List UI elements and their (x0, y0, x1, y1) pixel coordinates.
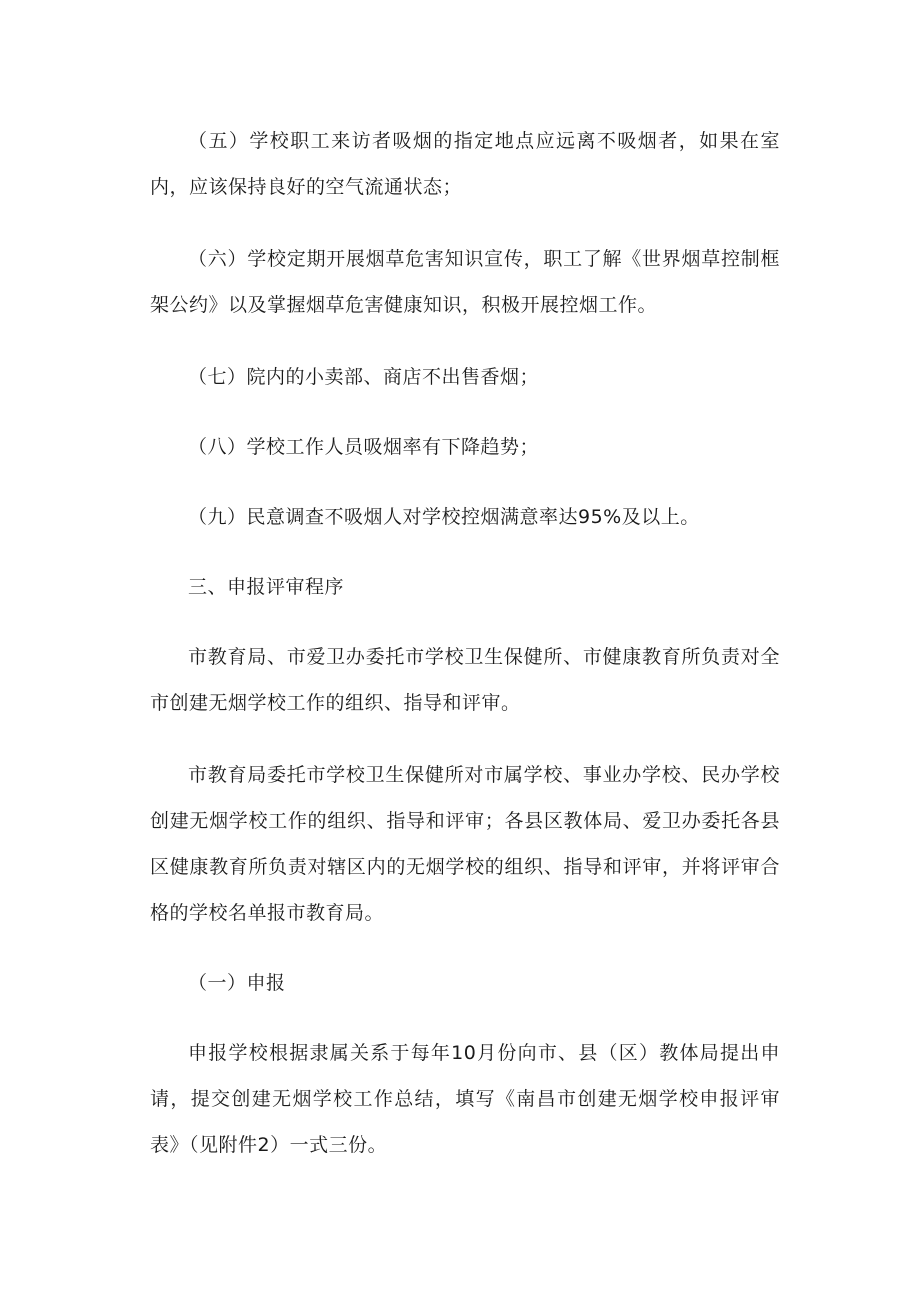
clause-6: （六）学校定期开展烟草危害知识宣传，职工了解《世界烟草控制框架公约》以及掌握烟草危害健康知识，积极开展控烟工作。 (150, 248, 780, 316)
paragraph-application: 申报学校根据隶属关系于每年10月份向市、县（区）教体局提出申请，提交创建无烟学校工作总结，填写《南昌市创建无烟学校申报评审表》（见附件2）一式三份。 (150, 1042, 780, 1156)
clause-8: （八）学校工作人员吸烟率有下降趋势； (188, 436, 540, 458)
subheading-application: （一）申报 (188, 972, 286, 994)
clause-7: （七）院内的小卖部、商店不出售香烟； (188, 366, 540, 388)
clause-5: （五）学校职工来访者吸烟的指定地点应远离不吸烟者，如果在室内，应该保持良好的空气流通状态； (150, 130, 780, 198)
clause-9: （九）民意调查不吸烟人对学校控烟满意率达95%及以上。 (188, 506, 700, 528)
paragraph-delegation: 市教育局委托市学校卫生保健所对市属学校、事业办学校、民办学校创建无烟学校工作的组织、指导和评审；各县区教体局、爱卫办委托各县区健康教育所负责对辖区内的无烟学校的组织、指导和评审，并将评审合格的学校名单报市教育局。 (150, 764, 780, 924)
section-heading-procedure: 三、申报评审程序 (188, 576, 345, 598)
paragraph-responsibility: 市教育局、市爱卫办委托市学校卫生保健所、市健康教育所负责对全市创建无烟学校工作的组织、指导和评审。 (150, 646, 780, 714)
